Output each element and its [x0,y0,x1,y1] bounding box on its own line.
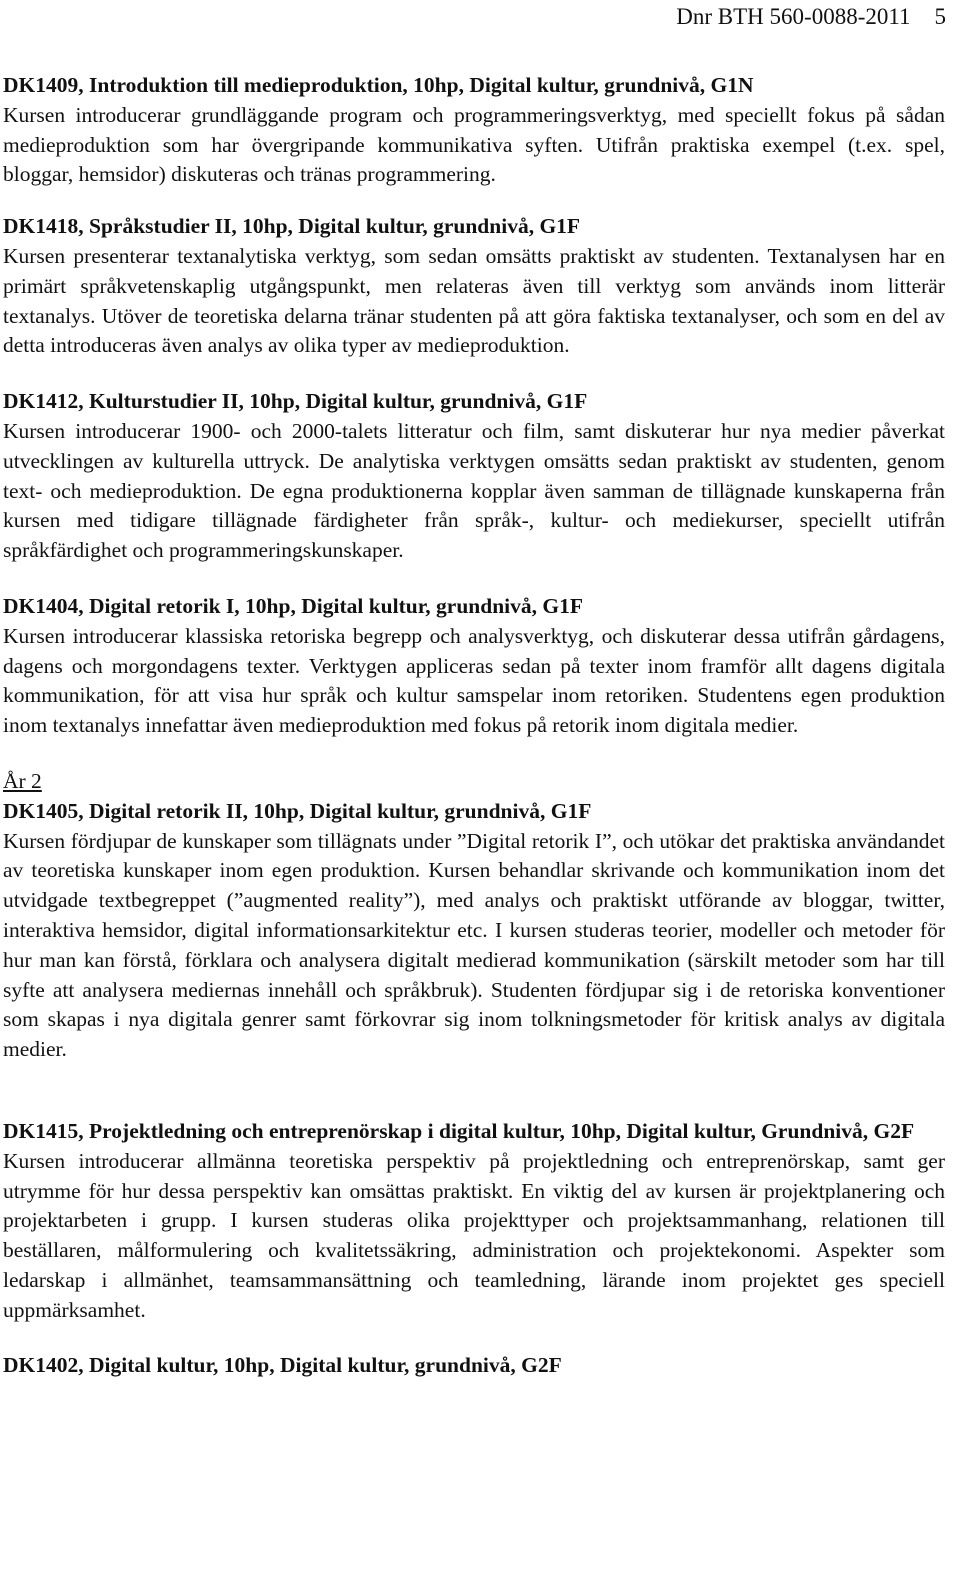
course-description: Kursen introducerar allmänna teoretiska perspektiv på projektledning och entreprenörskap, samt ger utrymme för hur dessa perspektiv kan omsättas praktiskt. En viktig del av kursen är projektplanering och projektarbeten i grupp. I kursen studeras olika projekttyper och projektsammanhang, relationen till beställaren, målformulering och kvalitetssäkring, administration och projektekonomi. Aspekter som ledarskap i allmänhet, teamsammansättning och teamledning, lärande inom projektet ges speciell uppmärksamhet. [3,1148,945,1322]
page-number: 5 [934,4,946,29]
course-dk1404 [3,592,945,741]
course-dk1405 [3,797,945,1065]
course-title: DK1415, Projektledning och entreprenörskap i digital kultur, 10hp, Digital kultur, Grundnivå, G2F [3,1118,915,1143]
course-title: DK1402, Digital kultur, 10hp, Digital kultur, grundnivå, G2F [3,1353,562,1378]
year-heading: År 2 [3,768,42,793]
course-description: Kursen introducerar grundläggande program och programmeringsverktyg, med speciellt fokus på sådan medieproduktion som har övergripande kommunikativa syften. Utifrån praktiska exempel (t.ex. spel, bloggar, hemsidor) diskuteras och tränas programmering. [3,102,945,187]
document-content [3,71,945,1381]
course-description: Kursen introducerar klassiska retoriska begrepp och analysverktyg, och diskuterar dessa utifrån gårdagens, dagens och morgondagens texter. Verktygen appliceras sedan på texter inom framför allt dagens digitala kommunikation, för att visa hur språk och kultur samspelar inom retoriken. Studentens egen produktion inom textanalys innefattar även medieproduktion med fokus på retorik inom digitala medier. [3,623,945,738]
course-dk1409 [3,71,945,190]
course-dk1412 [3,387,945,566]
course-description: Kursen introducerar 1900- och 2000-talets litteratur och film, samt diskuterar hur nya medier påverkat utvecklingen av kulturella uttryck. De analytiska verktygen omsätts sedan praktiskt av studenten, genom text- och medieproduktion. De egna produktionerna kopplar även samman de tillägnade kunskaperna från kursen med tidigare tillägnade färdigheter från språk-, kultur- och mediekurser, speciellt utifrån språkfärdighet och programmeringskunskaper. [3,418,945,563]
course-description: Kursen fördjupar de kunskaper som tillägnats under ”Digital retorik I”, och utökar det praktiska användandet av teoretiska kunskaper inom egen produktion. Kursen behandlar skrivande och kommunikation inom det utvidgade textbegreppet (”augmented reality”), med analys och praktiskt utförande av bloggar, twitter, interaktiva hemsidor, digital informationsarkitektur etc. I kursen studeras teorier, modeller och metoder för hur man kan förstå, förklara och analysera digitalt medierad kommunikation (särskilt metoder som har till syfte att analysera mediernas innehåll och språkbruk). Studenten fördjupar sig i de retoriska konventioner som skapas i nya digitala genrer samt förkovrar sig inom tolkningsmetoder för kritisk analys av digitala medier. [3,828,945,1062]
course-description: Kursen presenterar textanalytiska verktyg, som sedan omsätts praktiskt av studenten. Textanalysen har en primärt språkvetenskaplig utgångspunkt, men relateras även till verktyg som används inom litterär textanalys. Utöver de teoretiska delarna tränar studenten på att göra faktiska textanalyser, och som en del av detta introduceras även analys av olika typer av medieproduktion. [3,243,945,358]
course-dk1402 [3,1351,945,1381]
document-number: Dnr BTH 560-0088-2011 [676,4,911,29]
course-title: DK1418, Språkstudier II, 10hp, Digital kultur, grundnivå, G1F [3,214,581,239]
course-title: DK1405, Digital retorik II, 10hp, Digital kultur, grundnivå, G1F [3,798,592,823]
course-title: DK1404, Digital retorik I, 10hp, Digital kultur, grundnivå, G1F [3,593,583,618]
page-header [676,2,946,32]
course-title: DK1412, Kulturstudier II, 10hp, Digital kultur, grundnivå, G1F [3,389,588,414]
course-title: DK1409, Introduktion till medieproduktion, 10hp, Digital kultur, grundnivå, G1N [3,73,754,97]
course-dk1415 [3,1117,945,1326]
course-dk1418 [3,212,945,361]
